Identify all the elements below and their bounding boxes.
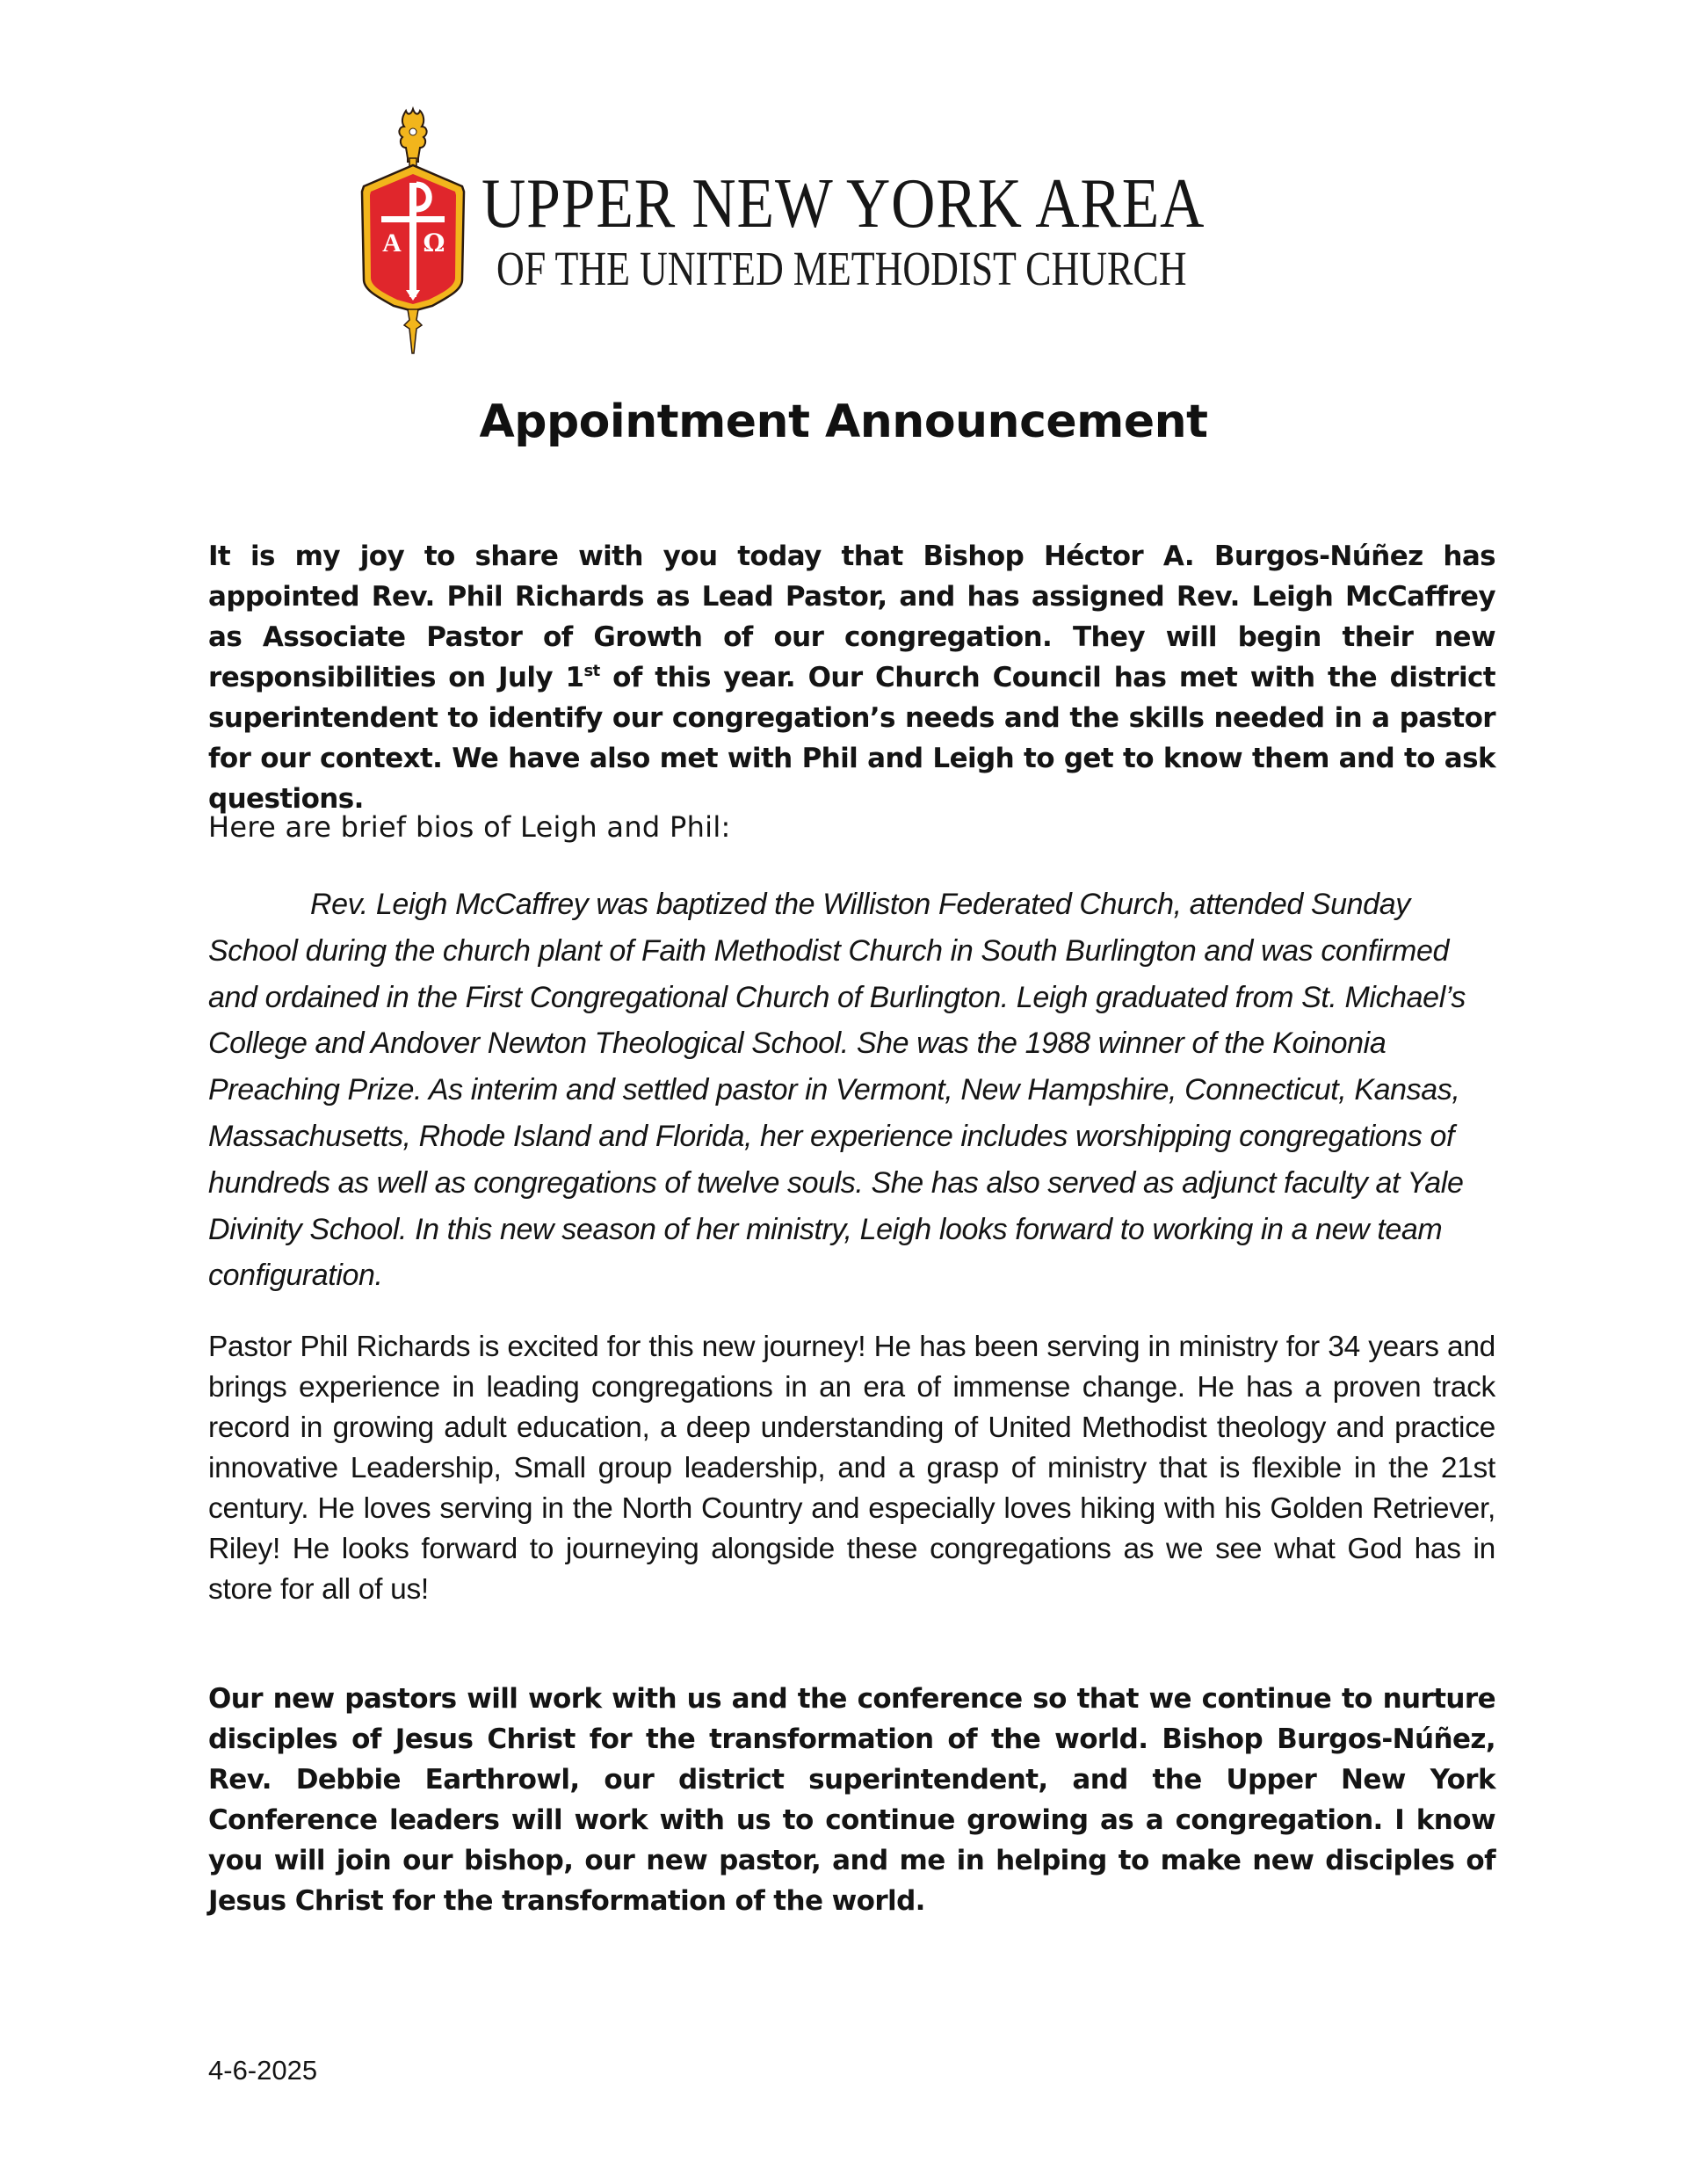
bio-leigh-paragraph: Rev. Leigh McCaffrey was baptized the Williston Federated Church, attended Sunday School during the church plant of Faith Methodist Church in South Burlington and was confirmed and ordained in the First Congregational Church of Burlington. Leigh graduated from St. Michael’s College and Andover Newton Theological School. She was the 1988 winner of the Koinonia Preaching Prize. As interim and settled pastor in Vermont, New Hampshire, Connecticut, Kansas, Massachusetts, Rhode Island and Florida, her experience includes worshipping congregations of hundreds as well as congregations of twelve souls. She has also served as adjunct faculty at Yale Divinity School. In this new season of her ministry, Leigh looks forward to working in a new team configuration. [208,888,1466,1293]
closing-paragraph: Our new pastors will work with us and the conference so that we continue to nurture disciples of Jesus Christ for the transformation of the world. Bishop Burgos-Núñez, Rev. Debbie Earthrowl, our district superintendent, and the Upper New York Conference leaders will work with us to continue growing as a congregation. I know you will join our bishop, our new pastor, and me in helping to make new disciples of Jesus Christ for the transformation of the world. [208,1683,1495,1917]
bio-phil-paragraph: Pastor Phil Richards is excited for this new journey! He has been serving in ministry for 34 years and brings experience in leading congregations in an era of immense change. He has a proven track record in growing adult education, a deep understanding of United Methodist theology and practice innovative Leadership, Small group leadership, and a grasp of ministry that is flexible in the 21st century. He loves serving in the North Country and especially loves hiking with his Golden Retriever, Riley! He looks forward to journeying alongside these congregations as we see what God has in store for all of us! [208,1331,1495,1606]
document-title: Appointment Announcement [479,395,1208,448]
logo [351,104,474,354]
intro-paragraph [208,536,1495,819]
svg-text:Ω: Ω [423,229,445,258]
bios-lead-text: Here are brief bios of Leigh and Phil: [208,810,731,844]
svg-text:A: A [382,229,402,258]
organization-name: UPPER NEW YORK AREA [481,163,1206,243]
organization-subname: OF THE UNITED METHODIST CHURCH [496,242,1187,295]
intro-text-part-2: of this year. Our Church Council has met with the district superintendent to identify our congregation’s needs and the skills needed in a pastor for our context. We have also met with Phil and Leigh to get to know them and to ask questions. [208,662,1495,815]
document-date: 4-6-2025 [208,2055,318,2086]
cross-and-flame-shield-icon [351,104,474,354]
intro-text-part-1: It is my joy to share with you today that Bishop Héctor A. Burgos-Núñez has appointed Rev. Phil Richards as Lead Pastor, and has assigned Rev. Leigh McCaffrey as Associate Pastor of Growth of our congregation. They will begin their new responsibilities on July 1 [208,541,1495,693]
ordinal-suffix: st [583,662,600,680]
